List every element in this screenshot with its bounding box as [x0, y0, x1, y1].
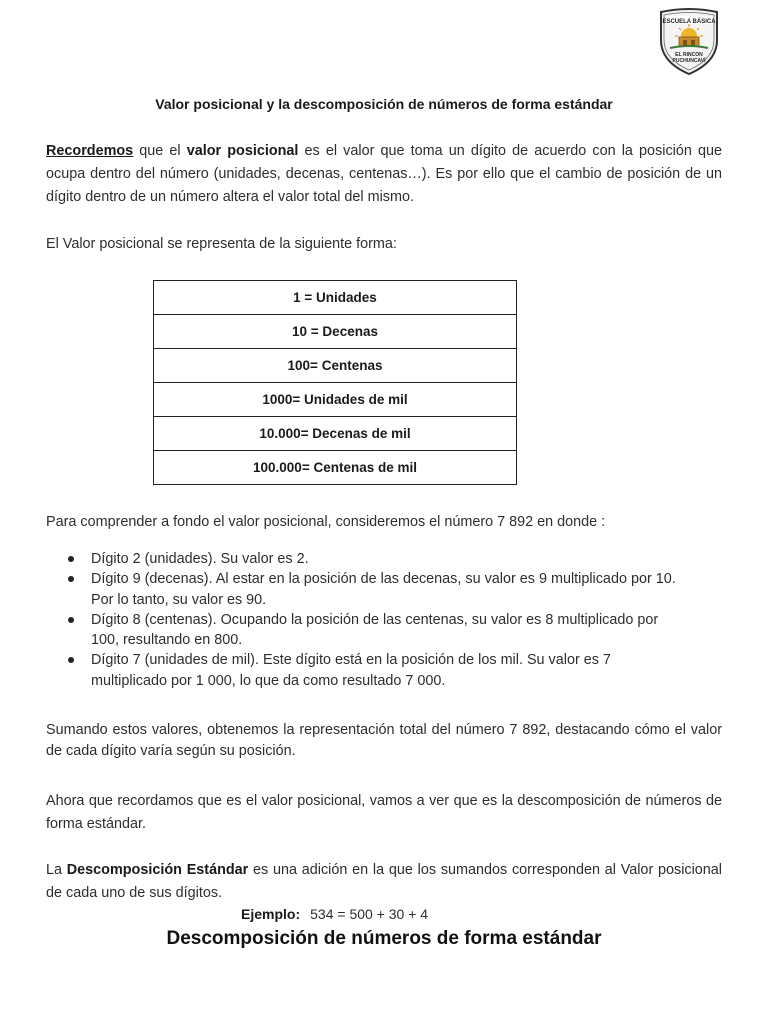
list-item-text: Dígito 7 (unidades de mil). Este dígito está en la posición de los mil. Su valor es 7 multiplicado por 1 000, lo que da como resultado 7 000.: [91, 652, 611, 689]
table-row: [154, 349, 517, 383]
bullet-icon: [68, 657, 74, 663]
badge-top-text: ESCUELA BÁSICA: [662, 19, 716, 25]
table-cell: 1 = Unidades: [154, 281, 517, 315]
bullet-icon: [68, 576, 74, 582]
definition-text-2: es una adición en la que los sumandos corresponden al Valor posicional de cada uno de sus dígitos.: [46, 862, 722, 901]
table-row: [154, 417, 517, 451]
table-cell: 100.000= Centenas de mil: [154, 451, 517, 485]
badge-line1: EL RINCON: [675, 52, 703, 58]
intro-paragraph: [46, 140, 722, 209]
table-cell: 100= Centenas: [154, 349, 517, 383]
table-cell: 10 = Decenas: [154, 315, 517, 349]
definition-text-1: La: [46, 862, 67, 878]
example-value: 534 = 500 + 30 + 4: [310, 906, 429, 922]
intro-text-1: que el: [133, 143, 187, 159]
descomposicion-term: Descomposición Estándar: [66, 862, 249, 878]
valor-posicional-term: valor posicional: [186, 143, 299, 159]
badge-line2: PUCHUNCAVÍ: [672, 58, 706, 64]
table-row: [154, 451, 517, 485]
example-line: [241, 906, 428, 922]
table-cell: 10.000= Decenas de mil: [154, 417, 517, 451]
example-label: Ejemplo:: [241, 906, 301, 922]
transition-paragraph: Ahora que recordamos que es el valor posicional, vamos a ver que es la descomposición de números de forma estándar.: [46, 793, 722, 832]
bullet-icon: [68, 617, 74, 623]
digit-explanation-list: [68, 549, 688, 691]
list-item: [68, 569, 688, 610]
list-item: [68, 549, 688, 569]
school-crest-icon: [655, 6, 723, 76]
table-cell: 1000= Unidades de mil: [154, 383, 517, 417]
list-item-text: Dígito 9 (decenas). Al estar en la posición de las decenas, su valor es 9 multiplicado por 10. Por lo tanto, su valor es 90.: [91, 571, 676, 608]
list-item-text: Dígito 8 (centenas). Ocupando la posición de las centenas, su valor es 8 multiplicado por 100, resultando en 800.: [91, 611, 659, 649]
document-title: Valor posicional y la descomposición de números de forma estándar: [155, 96, 613, 112]
section-heading: Descomposición de números de forma estándar: [166, 928, 602, 949]
table-row: [154, 281, 517, 315]
place-value-table: [153, 280, 517, 485]
school-badge: [655, 6, 723, 76]
bullet-icon: [68, 556, 74, 562]
intro-text-2: es el valor que toma un dígito de acuerdo con la posición que ocupa dentro del número (unidades, decenas, centenas…). Es por ello que el cambio de posición de un dígito dentro de un número altera el valor total del mismo.: [46, 143, 722, 205]
list-item: [68, 650, 688, 691]
definition-paragraph: [46, 859, 722, 905]
example-intro: Para comprender a fondo el valor posicional, consideremos el número 7 892 en donde :: [46, 514, 606, 530]
summary-paragraph: Sumando estos valores, obtenemos la representación total del número 7 892, destacando cómo el valor de cada dígito varía según su posición.: [46, 722, 722, 759]
list-item: [68, 610, 688, 651]
representation-intro: El Valor posicional se representa de la siguiente forma:: [46, 236, 397, 252]
recordemos-word: Recordemos: [46, 143, 134, 159]
list-item-text: Dígito 2 (unidades). Su valor es 2.: [91, 551, 309, 567]
table-row: [154, 383, 517, 417]
table-row: [154, 315, 517, 349]
